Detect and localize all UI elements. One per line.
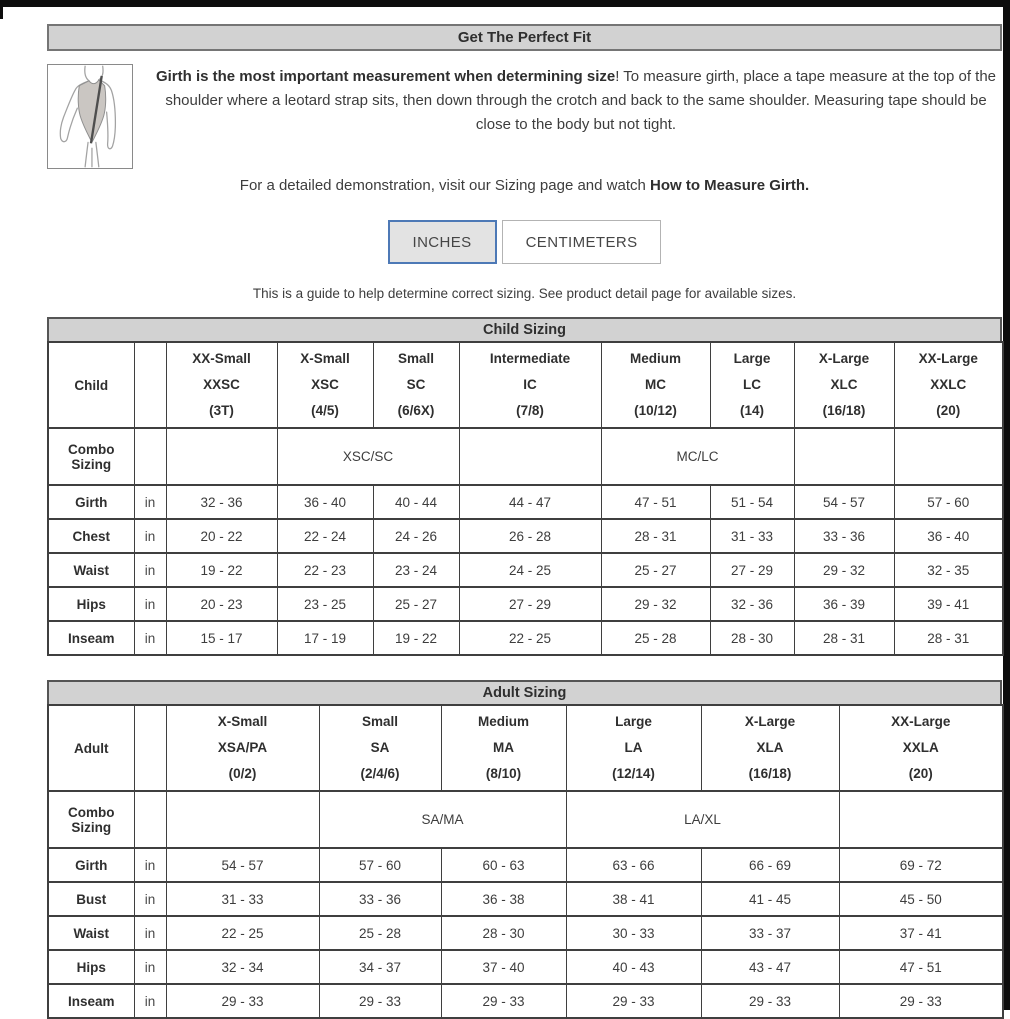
measurement-value: 27 - 29 — [710, 553, 794, 587]
measurement-row — [48, 984, 1003, 1018]
size-column-header — [459, 342, 601, 428]
size-column-name: Large — [733, 351, 771, 366]
combo-sizing-cell — [894, 428, 1003, 485]
size-column-name: X-Large — [744, 714, 796, 729]
size-column-header — [794, 342, 894, 428]
measurement-value: 32 - 36 — [710, 587, 794, 621]
measurement-value: 36 - 38 — [441, 882, 566, 916]
sizing-guide-note: This is a guide to help determine correct sizing. See product detail page for available sizes. — [252, 286, 797, 301]
size-column-code: SC — [406, 377, 426, 392]
size-column-code: SA — [370, 740, 390, 755]
measurement-value: 24 - 25 — [459, 553, 601, 587]
measurement-value: 29 - 32 — [601, 587, 710, 621]
measurement-row — [48, 882, 1003, 916]
measurement-value: 33 - 36 — [319, 882, 441, 916]
measurement-value: 54 - 57 — [166, 848, 319, 882]
unit-cell: in — [134, 916, 166, 950]
measurement-value: 20 - 23 — [166, 587, 277, 621]
measurement-value: 40 - 43 — [566, 950, 701, 984]
unit-cell: in — [134, 587, 166, 621]
measurement-value: 41 - 45 — [701, 882, 839, 916]
measurement-value: 37 - 41 — [839, 916, 1003, 950]
demo-text: For a detailed demonstration, visit our Sizing page and watch — [239, 177, 651, 194]
size-column-code: MC — [645, 377, 666, 392]
measurement-value: 33 - 37 — [701, 916, 839, 950]
measurement-value: 29 - 33 — [441, 984, 566, 1018]
size-column-code: IC — [523, 377, 537, 392]
size-column-name: Medium — [629, 351, 681, 366]
measurement-value: 29 - 33 — [839, 984, 1003, 1018]
measurement-row — [48, 553, 1003, 587]
size-column-header — [566, 705, 701, 791]
size-column-range: (3T) — [209, 403, 234, 418]
measurement-value: 47 - 51 — [601, 485, 710, 519]
measurement-value: 25 - 28 — [319, 916, 441, 950]
measurement-value: 22 - 25 — [166, 916, 319, 950]
adult-sizing-table — [47, 704, 1004, 1019]
measurement-value: 36 - 40 — [894, 519, 1003, 553]
size-column-range: (2/4/6) — [360, 766, 400, 781]
size-column-header — [166, 342, 277, 428]
size-header-row — [48, 342, 1003, 428]
measurement-label: Girth — [48, 485, 134, 519]
size-column-code: LA — [624, 740, 643, 755]
size-column-header — [277, 342, 373, 428]
how-to-measure-girth-text: How to Measure Girth. — [650, 177, 810, 194]
measurement-value: 30 - 33 — [566, 916, 701, 950]
measurement-label: Hips — [48, 950, 134, 984]
unit-cell: in — [134, 553, 166, 587]
measurement-value: 25 - 28 — [601, 621, 710, 655]
measurement-value: 24 - 26 — [373, 519, 459, 553]
size-column-name: Small — [361, 714, 399, 729]
measurement-value: 27 - 29 — [459, 587, 601, 621]
measurement-value: 29 - 33 — [319, 984, 441, 1018]
unit-cell: in — [134, 848, 166, 882]
size-column-code: XSC — [311, 377, 339, 392]
combo-sizing-cell — [459, 428, 601, 485]
measurement-label: Girth — [48, 848, 134, 882]
size-column-header — [319, 705, 441, 791]
size-column-header — [839, 705, 1003, 791]
measurement-row — [48, 950, 1003, 984]
measurement-value: 28 - 31 — [894, 621, 1003, 655]
combo-sizing-cell — [166, 791, 319, 848]
measurement-value: 31 - 33 — [166, 882, 319, 916]
measurement-value: 22 - 23 — [277, 553, 373, 587]
size-column-code: XLA — [756, 740, 784, 755]
combo-sizing-row — [48, 791, 1003, 848]
unit-column-spacer — [134, 705, 166, 791]
size-column-range: (20) — [936, 403, 961, 418]
measurement-value: 28 - 30 — [441, 916, 566, 950]
girth-instructions-lead: Girth is the most important measurement when determining size — [155, 68, 616, 85]
measurement-value: 32 - 34 — [166, 950, 319, 984]
girth-instructions-body: ! To measure girth, place a tape measure at the top of the shoulder where a leotard strap sits, then down through the crotch and back to the same shoulder. Measuring tape should be close to the body but not tight. — [165, 68, 997, 133]
size-column-code: XXLC — [930, 377, 967, 392]
measurement-value: 28 - 31 — [601, 519, 710, 553]
unit-column-spacer — [134, 428, 166, 485]
measurement-value: 66 - 69 — [701, 848, 839, 882]
size-column-range: (12/14) — [612, 766, 655, 781]
measurement-label: Hips — [48, 587, 134, 621]
size-column-range: (4/5) — [311, 403, 339, 418]
adult-sizing-section — [47, 680, 1002, 1019]
measurement-value: 45 - 50 — [839, 882, 1003, 916]
child-corner-label: Child — [48, 342, 134, 428]
measurement-value: 57 - 60 — [894, 485, 1003, 519]
measurement-value: 29 - 33 — [166, 984, 319, 1018]
child-sizing-table — [47, 341, 1004, 656]
size-column-range: (16/18) — [822, 403, 866, 418]
combo-sizing-label: Combo Sizing — [48, 428, 134, 485]
leotard-girth-diagram-svg — [48, 65, 132, 168]
adult-table-title: Adult Sizing — [47, 680, 1002, 706]
size-column-header — [701, 705, 839, 791]
measurement-value: 51 - 54 — [710, 485, 794, 519]
child-sizing-section — [47, 317, 1002, 656]
combo-sizing-cell: SA/MA — [319, 791, 566, 848]
measurement-value: 43 - 47 — [701, 950, 839, 984]
screenshot-left-border — [0, 0, 3, 19]
unit-column-spacer — [134, 791, 166, 848]
size-column-name: X-Small — [300, 351, 350, 366]
size-column-name: X-Small — [217, 714, 268, 729]
size-column-name: Large — [615, 714, 652, 729]
measurement-value: 26 - 28 — [459, 519, 601, 553]
size-column-range: (0/2) — [228, 766, 257, 781]
measurement-label: Inseam — [48, 621, 134, 655]
measurement-value: 63 - 66 — [566, 848, 701, 882]
unit-cell: in — [134, 984, 166, 1018]
size-column-range: (20) — [908, 766, 933, 781]
size-column-header — [710, 342, 794, 428]
measurement-label: Chest — [48, 519, 134, 553]
measurement-value: 17 - 19 — [277, 621, 373, 655]
girth-intro-section — [47, 64, 1002, 169]
combo-sizing-cell — [839, 791, 1003, 848]
size-column-name: Small — [397, 351, 435, 366]
measurement-value: 39 - 41 — [894, 587, 1003, 621]
measurement-value: 19 - 22 — [373, 621, 459, 655]
combo-sizing-cell — [166, 428, 277, 485]
size-column-name: XX-Large — [918, 351, 978, 366]
measurement-value: 31 - 33 — [710, 519, 794, 553]
measurement-row — [48, 916, 1003, 950]
measurement-value: 28 - 31 — [794, 621, 894, 655]
measurement-value: 28 - 30 — [710, 621, 794, 655]
size-column-name: XX-Large — [891, 714, 951, 729]
measurement-value: 54 - 57 — [794, 485, 894, 519]
size-column-header — [601, 342, 710, 428]
measurement-value: 36 - 39 — [794, 587, 894, 621]
girth-instructions — [150, 64, 1002, 169]
demo-line — [47, 177, 1002, 194]
combo-sizing-row — [48, 428, 1003, 485]
measurement-row — [48, 519, 1003, 553]
measurement-value: 19 - 22 — [166, 553, 277, 587]
measurement-row — [48, 621, 1003, 655]
screenshot-top-border — [0, 0, 1010, 7]
size-column-code: XXSC — [203, 377, 240, 392]
size-column-code: XXLA — [902, 740, 939, 755]
measurement-value: 25 - 27 — [601, 553, 710, 587]
combo-sizing-cell: XSC/SC — [277, 428, 459, 485]
measurement-value: 22 - 24 — [277, 519, 373, 553]
size-column-code: XLC — [830, 377, 858, 392]
measurement-value: 29 - 33 — [701, 984, 839, 1018]
centimeters-button[interactable]: CENTIMETERS — [502, 220, 662, 264]
size-column-code: MA — [493, 740, 514, 755]
combo-sizing-cell: MC/LC — [601, 428, 794, 485]
size-column-name: XX-Small — [192, 351, 251, 366]
inches-button[interactable]: INCHES — [388, 220, 497, 264]
measurement-value: 29 - 33 — [566, 984, 701, 1018]
measurement-value: 23 - 24 — [373, 553, 459, 587]
combo-sizing-cell: LA/XL — [566, 791, 839, 848]
measurement-value: 22 - 25 — [459, 621, 601, 655]
size-column-code: LC — [743, 377, 761, 392]
screenshot-right-border — [1003, 0, 1010, 1010]
measurement-value: 44 - 47 — [459, 485, 601, 519]
measurement-label: Bust — [48, 882, 134, 916]
unit-cell: in — [134, 621, 166, 655]
unit-cell: in — [134, 950, 166, 984]
measurement-row — [48, 485, 1003, 519]
measurement-value: 32 - 36 — [166, 485, 277, 519]
measurement-value: 15 - 17 — [166, 621, 277, 655]
measurement-value: 40 - 44 — [373, 485, 459, 519]
measurement-value: 57 - 60 — [319, 848, 441, 882]
page-title: Get The Perfect Fit — [47, 24, 1002, 51]
size-column-name: Intermediate — [489, 351, 571, 366]
measurement-label: Inseam — [48, 984, 134, 1018]
unit-cell: in — [134, 485, 166, 519]
unit-column-spacer — [134, 342, 166, 428]
measurement-value: 36 - 40 — [277, 485, 373, 519]
sizing-guide-page — [47, 24, 1002, 1019]
measurement-row — [48, 587, 1003, 621]
size-header-row — [48, 705, 1003, 791]
size-column-header — [894, 342, 1003, 428]
size-column-header — [166, 705, 319, 791]
size-column-name: Medium — [477, 714, 529, 729]
size-column-range: (6/6X) — [397, 403, 435, 418]
measurement-value: 23 - 25 — [277, 587, 373, 621]
adult-corner-label: Adult — [48, 705, 134, 791]
measurement-label: Waist — [48, 916, 134, 950]
measurement-value: 20 - 22 — [166, 519, 277, 553]
child-table-title: Child Sizing — [47, 317, 1002, 343]
size-column-code: XSA/PA — [217, 740, 268, 755]
size-column-range: (16/18) — [748, 766, 792, 781]
leotard-illustration — [47, 64, 133, 169]
size-column-range: (7/8) — [516, 403, 544, 418]
measurement-value: 25 - 27 — [373, 587, 459, 621]
measurement-value: 47 - 51 — [839, 950, 1003, 984]
size-column-header — [373, 342, 459, 428]
size-column-header — [441, 705, 566, 791]
measurement-value: 38 - 41 — [566, 882, 701, 916]
measurement-value: 29 - 32 — [794, 553, 894, 587]
unit-toggle — [47, 220, 1002, 264]
measurement-value: 69 - 72 — [839, 848, 1003, 882]
size-column-range: (10/12) — [634, 403, 677, 418]
unit-cell: in — [134, 519, 166, 553]
measurement-value: 33 - 36 — [794, 519, 894, 553]
size-column-range: (8/10) — [485, 766, 522, 781]
size-column-name: X-Large — [818, 351, 870, 366]
combo-sizing-cell — [794, 428, 894, 485]
measurement-value: 37 - 40 — [441, 950, 566, 984]
combo-sizing-label: Combo Sizing — [48, 791, 134, 848]
measurement-row — [48, 848, 1003, 882]
measurement-label: Waist — [48, 553, 134, 587]
measurement-value: 32 - 35 — [894, 553, 1003, 587]
measurement-value: 34 - 37 — [319, 950, 441, 984]
unit-cell: in — [134, 882, 166, 916]
size-column-range: (14) — [739, 403, 764, 418]
measurement-value: 60 - 63 — [441, 848, 566, 882]
